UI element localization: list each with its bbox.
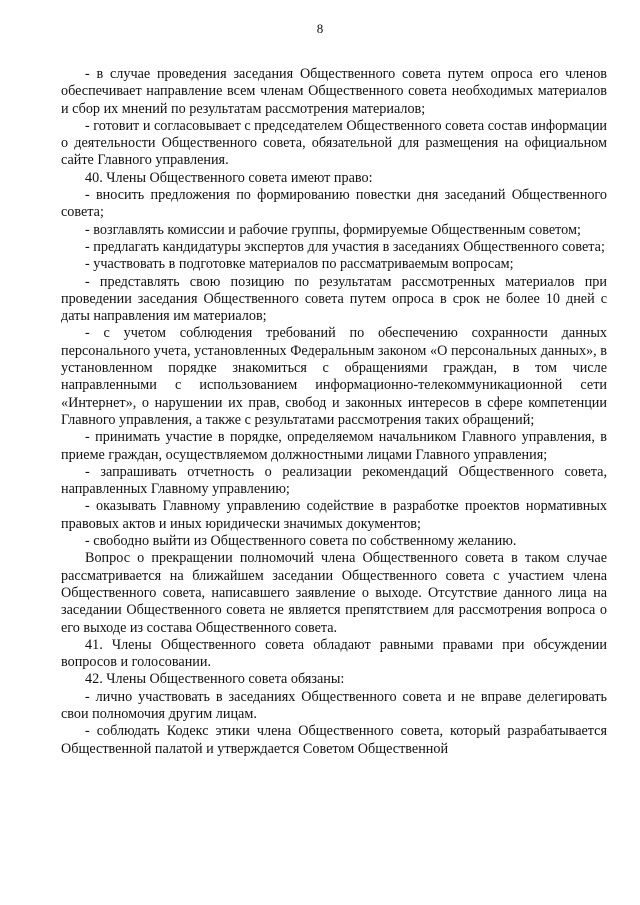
paragraph-propose-experts: - предлагать кандидатуры экспертов для участия в заседаниях Общественного совета; <box>85 238 605 255</box>
document-body <box>61 66 607 758</box>
paragraph-request-reporting: - запрашивать отчетность о реализации рекомендаций Общественного совета, направленных Главному управлению; <box>61 463 607 498</box>
paragraph-agenda-proposals: - вносить предложения по формированию повестки дня заседаний Общественного совета; <box>61 187 607 221</box>
paragraph-review-appeals: - с учетом соблюдения требований по обеспечению сохранности данных персонального учета, установленных Федеральным законом «О персональных данных», в установленном порядке знакомиться с обращениями граждан, в том числе направленными с использованием информационно-телекоммуникационной сети «Интернет», о нарушении их прав, свобод и законных интересов в сфере компетенции Главного управления, а также с результатами рассмотрения таких обращений; <box>61 325 607 428</box>
paragraph-40-rights-heading: 40. Члены Общественного совета имеют право: <box>85 169 373 186</box>
paragraph-council-info-website: - готовит и согласовывает с председателем Общественного совета состав информации о деятельности Общественного совета, обязательной для размещения на официальном сайте Главного управления. <box>61 117 607 169</box>
paragraph-personal-participation: - лично участвовать в заседаниях Общественного совета и не вправе делегировать свои полномочия другим лицам. <box>61 688 607 722</box>
paragraph-41-equal-rights: 41. Члены Общественного совета обладают равными правами при обсуждении вопросов и голосовании. <box>61 636 607 671</box>
paragraph-member-survey-materials: - в случае проведения заседания Общественного совета путем опроса его членов обеспечивает направление всем членам Общественного совета необходимых материалов и сбор их мнений по результатам рассмотрения материалов; <box>61 66 607 117</box>
paragraph-termination-procedure: Вопрос о прекращении полномочий члена Общественного совета в таком случае рассматривается на ближайшем заседании Общественного совета с участием члена Общественного совета, написавшего заявление о выходе. Отсутствие данного лица на заседании Общественного совета не является препятствием для рассмотрения вопроса о его выходе из состава Общественного совета. <box>61 550 607 636</box>
paragraph-assist-drafting: - оказывать Главному управлению содействие в разработке проектов нормативных правовых актов и иных юридически значимых документов; <box>61 498 607 532</box>
paragraph-citizen-reception: - принимать участие в порядке, определяемом начальником Главного управления, в приеме граждан, осуществляемом должностными лицами Главного управления; <box>61 429 607 463</box>
page-number: 8 <box>316 21 324 36</box>
paragraph-lead-commissions: - возглавлять комиссии и рабочие группы, формируемые Общественным советом; <box>85 221 581 238</box>
paragraph-present-position: - представлять свою позицию по результатам рассмотренных материалов при проведении заседания Общественного совета путем опроса в срок не более 10 дней с даты направления им материалов; <box>61 273 607 325</box>
paragraph-code-of-ethics: - соблюдать Кодекс этики члена Общественного совета, который разрабатывается Общественной палатой и утверждается Советом Общественной <box>61 723 607 757</box>
paragraph-42-duties-heading: 42. Члены Общественного совета обязаны: <box>85 671 345 688</box>
paragraph-prepare-materials: - участвовать в подготовке материалов по рассматриваемым вопросам; <box>85 256 514 273</box>
paragraph-leave-council: - свободно выйти из Общественного совета по собственному желанию. <box>85 533 517 550</box>
